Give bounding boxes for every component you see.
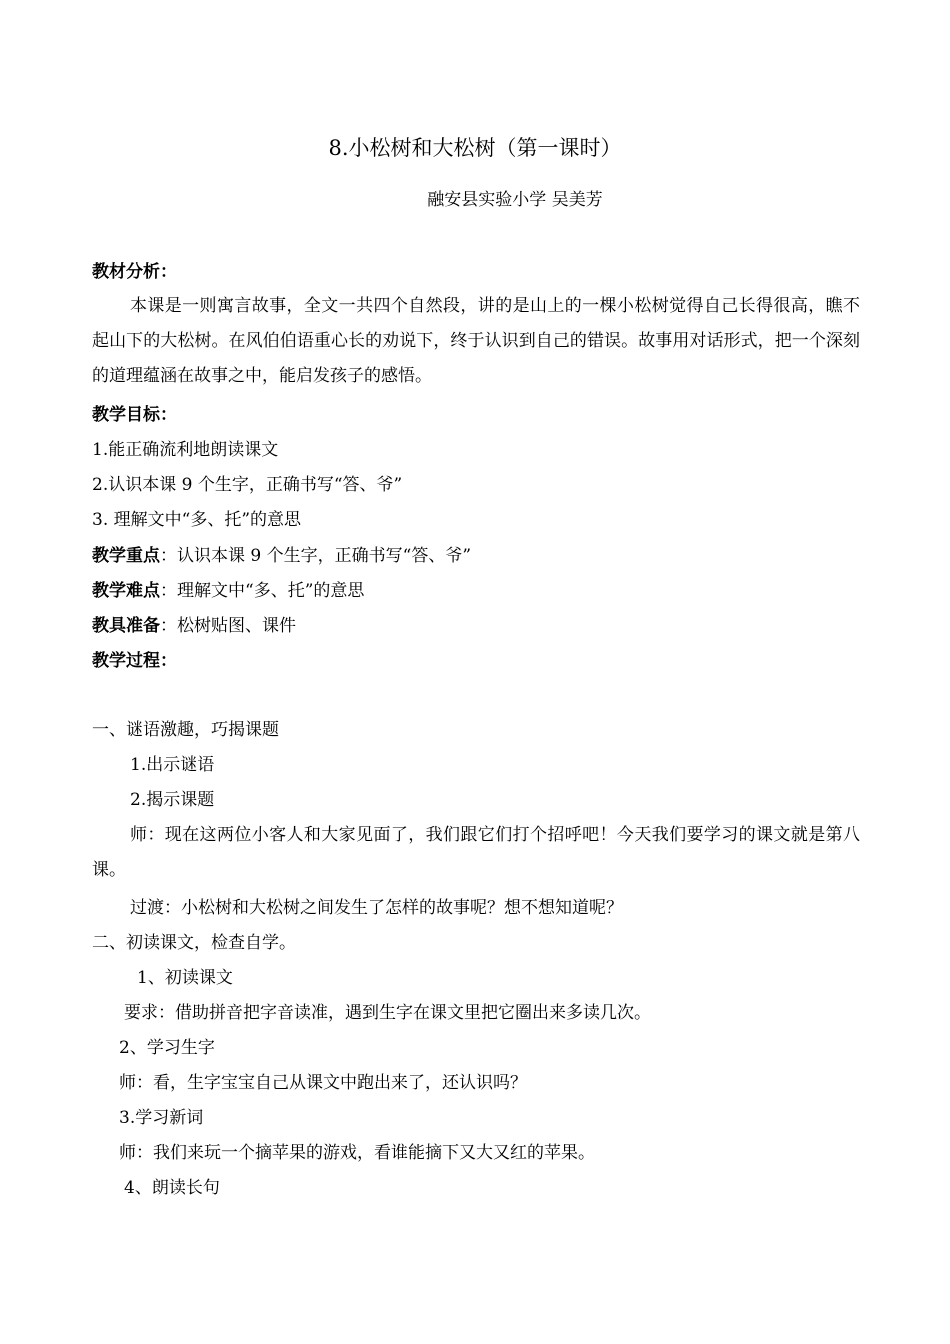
key-point-line [92,542,862,570]
section-1-item-2: 2.揭示课题 [130,790,215,810]
goals-heading: 教学目标： [92,405,177,425]
tools-label: 教具准备 [92,616,160,636]
section-2-item-1: 1、初读课文 [137,968,233,988]
key-point-text: ：认识本课 9 个生字，正确书写“答、爷” [160,546,472,566]
section-2-item-4: 4、朗读长句 [124,1178,220,1198]
section-2-heading: 二、初读课文，检查自学。 [92,933,296,953]
difficulty-text: ：理解文中“多、托”的意思 [160,581,365,601]
goal-item-2: 2.认识本课 9 个生字，正确书写“答、爷” [92,475,403,495]
tools-text: ：松树贴图、课件 [160,616,296,636]
process-heading: 教学过程： [92,651,177,671]
section-2-item-2: 2、学习生字 [119,1038,215,1058]
author-line: 融安县实验小学 吴美芳 [427,190,603,210]
analysis-heading: 教材分析： [92,262,177,282]
tools-line [92,612,862,640]
section-1-item-1: 1.出示谜语 [130,755,215,775]
section-2-requirement: 要求：借助拼音把字音读准，遇到生字在课文里把它圈出来多读几次。 [124,1003,651,1023]
section-2-teacher-3: 师：我们来玩一个摘苹果的游戏，看谁能摘下又大又红的苹果。 [119,1143,595,1163]
section-1-heading: 一、谜语激趣，巧揭课题 [92,720,279,740]
analysis-paragraph: 本课是一则寓言故事，全文一共四个自然段，讲的是山上的一棵小松树觉得自己长得很高，瞧不起山下的大松树。在风伯伯语重心长的劝说下，终于认识到自己的错误。故事用对话形式，把一个深刻的道理蕴涵在故事之中，能启发孩子的感悟。 [92,296,860,386]
goal-item-1: 1.能正确流利地朗读课文 [92,440,279,460]
difficulty-label: 教学难点 [92,581,160,601]
section-1-teacher-paragraph: 师：现在这两位小客人和大家见面了，我们跟它们打个招呼吧！今天我们要学习的课文就是第八课。 [92,825,860,880]
section-1-transition: 过渡：小松树和大松树之间发生了怎样的故事呢？想不想知道呢？ [130,898,623,918]
key-point-label: 教学重点 [92,546,160,566]
section-2-item-3: 3.学习新词 [119,1108,204,1128]
page-title: 8.小松树和大松树（第一课时） [328,136,622,160]
goal-item-3: 3. 理解文中“多、托”的意思 [92,510,302,530]
difficulty-line [92,577,862,605]
section-2-teacher-2: 师：看，生字宝宝自己从课文中跑出来了，还认识吗？ [119,1073,527,1093]
